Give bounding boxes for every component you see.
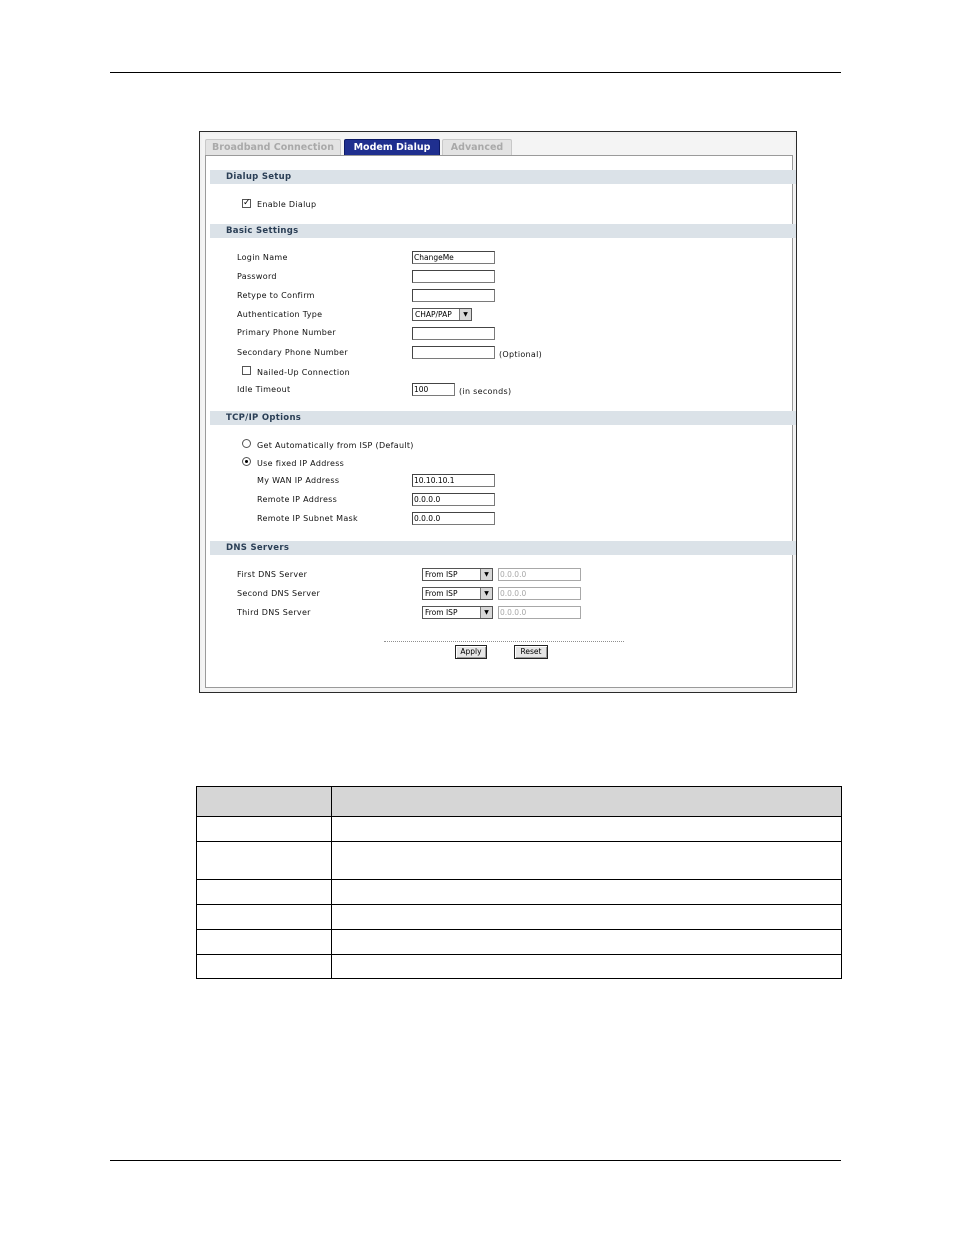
table-header-cell bbox=[332, 787, 842, 817]
table-cell bbox=[332, 842, 842, 880]
tab-broadband-connection[interactable]: Broadband Connection bbox=[205, 139, 341, 155]
secondary-phone-label: Secondary Phone Number bbox=[237, 348, 348, 357]
chevron-down-icon: ▼ bbox=[480, 569, 492, 580]
wan-ip-input[interactable]: 10.10.10.1 bbox=[412, 474, 495, 487]
primary-phone-label: Primary Phone Number bbox=[237, 328, 336, 337]
ip-auto-label: Get Automatically from ISP (Default) bbox=[257, 441, 414, 450]
section-tcpip-options: TCP/IP Options bbox=[210, 411, 796, 425]
remote-ip-input[interactable]: 0.0.0.0 bbox=[412, 493, 495, 506]
chevron-down-icon: ▼ bbox=[480, 607, 492, 618]
table-row bbox=[197, 817, 842, 842]
table-header-cell bbox=[197, 787, 332, 817]
section-dns-servers: DNS Servers bbox=[210, 541, 796, 555]
ip-auto-radio[interactable] bbox=[242, 439, 251, 448]
second-dns-input[interactable]: 0.0.0.0 bbox=[498, 587, 581, 600]
remote-mask-input[interactable]: 0.0.0.0 bbox=[412, 512, 495, 525]
enable-dialup-label: Enable Dialup bbox=[257, 200, 317, 209]
table-row bbox=[197, 930, 842, 955]
enable-dialup-checkbox[interactable]: ✓ bbox=[243, 198, 251, 208]
settings-panel bbox=[205, 155, 793, 688]
section-basic-settings: Basic Settings bbox=[210, 224, 796, 238]
tab-advanced[interactable]: Advanced bbox=[442, 139, 512, 155]
table-cell bbox=[332, 817, 842, 842]
nailed-up-checkbox[interactable] bbox=[242, 366, 251, 375]
table-cell bbox=[332, 955, 842, 979]
modem-dialup-screenshot bbox=[199, 131, 797, 693]
table-cell bbox=[197, 817, 332, 842]
chevron-down-icon: ▼ bbox=[480, 588, 492, 599]
table-cell bbox=[197, 955, 332, 979]
header-rule bbox=[110, 72, 841, 73]
remote-mask-label: Remote IP Subnet Mask bbox=[257, 514, 358, 523]
password-input[interactable] bbox=[412, 270, 495, 283]
footer-rule bbox=[110, 1160, 841, 1161]
retype-confirm-input[interactable] bbox=[412, 289, 495, 302]
nailed-up-label: Nailed-Up Connection bbox=[257, 368, 350, 377]
idle-timeout-input[interactable]: 100 bbox=[412, 383, 455, 396]
radio-selected-dot bbox=[245, 460, 248, 463]
screen-background bbox=[202, 134, 794, 690]
idle-timeout-label: Idle Timeout bbox=[237, 385, 291, 394]
table-cell bbox=[332, 905, 842, 930]
section-dialup-setup: Dialup Setup bbox=[210, 170, 796, 184]
table-cell bbox=[332, 880, 842, 905]
tab-modem-dialup[interactable]: Modem Dialup bbox=[344, 139, 440, 155]
wan-ip-label: My WAN IP Address bbox=[257, 476, 340, 485]
first-dns-mode-value: From ISP bbox=[425, 570, 458, 579]
login-name-label: Login Name bbox=[237, 253, 288, 262]
table-cell bbox=[197, 880, 332, 905]
primary-phone-input[interactable] bbox=[412, 327, 495, 340]
authentication-type-value: CHAP/PAP bbox=[415, 310, 452, 319]
second-dns-mode-select[interactable] bbox=[422, 587, 493, 600]
first-dns-label: First DNS Server bbox=[237, 570, 308, 579]
reset-button[interactable]: Reset bbox=[514, 645, 548, 659]
chevron-down-icon: ▼ bbox=[459, 309, 471, 320]
optional-hint: (Optional) bbox=[499, 350, 543, 359]
authentication-type-select[interactable] bbox=[412, 308, 472, 321]
third-dns-mode-select[interactable] bbox=[422, 606, 493, 619]
table-cell bbox=[197, 905, 332, 930]
third-dns-mode-value: From ISP bbox=[425, 608, 458, 617]
table-row bbox=[197, 905, 842, 930]
first-dns-input[interactable]: 0.0.0.0 bbox=[498, 568, 581, 581]
authentication-type-label: Authentication Type bbox=[237, 310, 323, 319]
remote-ip-label: Remote IP Address bbox=[257, 495, 338, 504]
ip-fixed-label: Use fixed IP Address bbox=[257, 459, 345, 468]
table-row bbox=[197, 880, 842, 905]
second-dns-label: Second DNS Server bbox=[237, 589, 321, 598]
idle-timeout-unit: (in seconds) bbox=[459, 387, 512, 396]
retype-confirm-label: Retype to Confirm bbox=[237, 291, 315, 300]
login-name-input[interactable]: ChangeMe bbox=[412, 251, 495, 264]
secondary-phone-input[interactable] bbox=[412, 346, 495, 359]
table-cell bbox=[197, 842, 332, 880]
third-dns-input[interactable]: 0.0.0.0 bbox=[498, 606, 581, 619]
first-dns-mode-select[interactable] bbox=[422, 568, 493, 581]
second-dns-mode-value: From ISP bbox=[425, 589, 458, 598]
button-divider bbox=[384, 641, 624, 642]
table-row bbox=[197, 955, 842, 979]
ip-fixed-radio[interactable] bbox=[242, 457, 251, 466]
third-dns-label: Third DNS Server bbox=[237, 608, 311, 617]
field-description-table bbox=[196, 786, 842, 979]
table-row bbox=[197, 842, 842, 880]
password-label: Password bbox=[237, 272, 277, 281]
table-cell bbox=[332, 930, 842, 955]
apply-button[interactable]: Apply bbox=[455, 645, 487, 659]
table-cell bbox=[197, 930, 332, 955]
table-header-row bbox=[197, 787, 842, 817]
